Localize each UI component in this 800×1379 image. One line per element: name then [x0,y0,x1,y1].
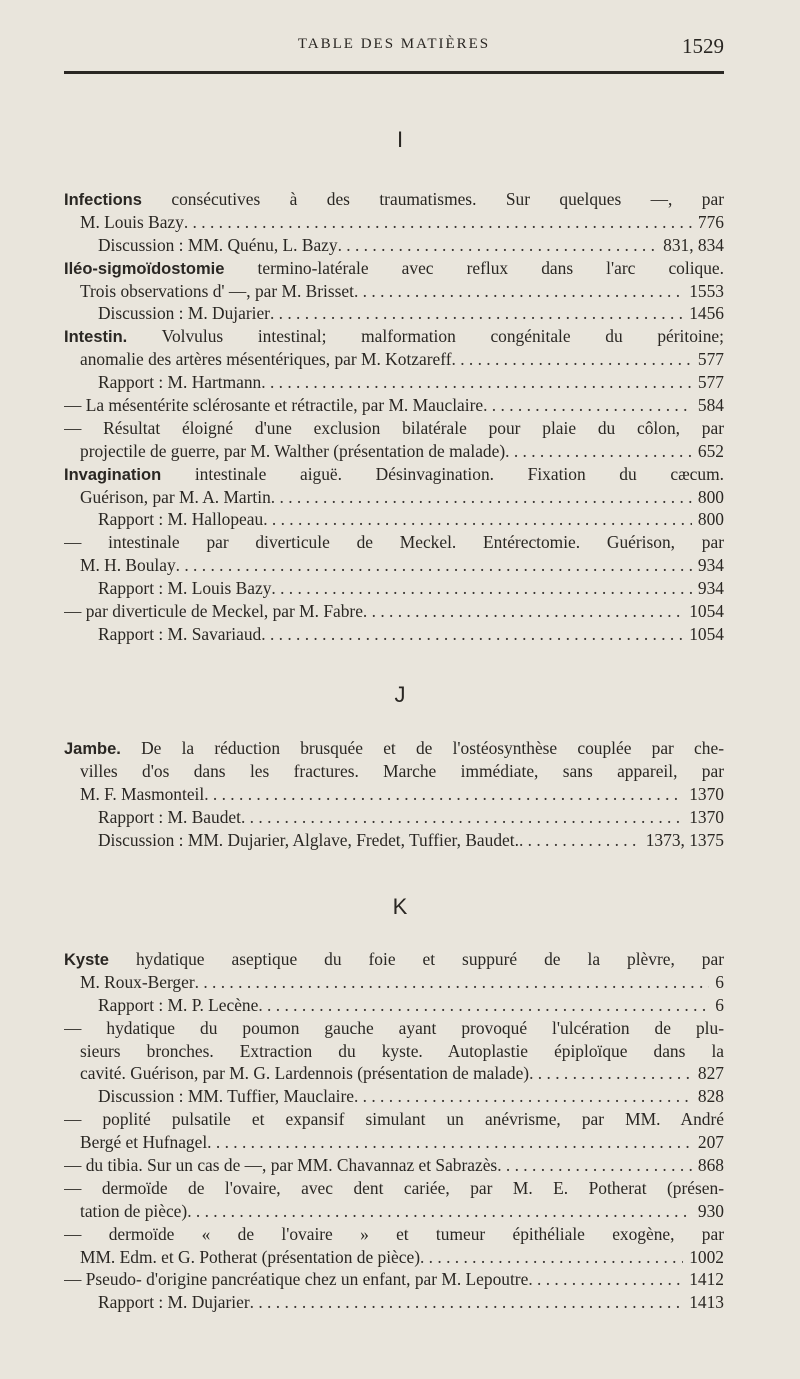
index-entry-line [64,486,724,509]
entry-text: Rapport : M. Baudet [98,806,241,827]
entry-page-number: 6 [715,994,724,1015]
dot-leader [195,971,710,994]
dot-leader [270,302,683,325]
index-entry-line [64,1017,724,1040]
index-entry-line [64,1131,724,1154]
section-entries-j [64,737,724,851]
entry-heading: Jambe. [64,740,121,758]
dot-leader [241,806,683,829]
dot-leader [187,1200,692,1223]
entry-heading: Kyste [64,951,109,969]
entry-text: Trois observations d' —, par M. Brisset [80,280,354,301]
index-entry-line [64,417,724,440]
dot-leader [338,234,658,257]
entry-page-number: 934 [697,578,724,599]
entry-text: — poplité pulsatile et expansif simulant un anévrisme, par MM. André [64,1109,724,1130]
entry-heading: Infections [64,191,142,209]
dot-leader [204,783,683,806]
index-entry-line [64,577,724,600]
dot-leader [184,211,692,234]
entry-heading: Iléo-sigmoïdostomie [64,259,225,278]
dot-leader [263,508,692,531]
dot-leader [505,440,692,463]
entry-text: M. Louis Bazy [80,211,184,232]
entry-text: anomalie des artères mésentériques, par M. Kotzareff [80,349,452,370]
entry-text: Rapport : M. P. Lecène [98,994,259,1015]
entry-text: Bergé et Hufnagel [80,1132,208,1153]
dot-leader [354,280,683,303]
dot-leader [420,1246,683,1269]
entry-text: consécutives à des traumatismes. Sur quelques —, par [171,189,724,209]
entry-page-number: 1054 [689,601,724,622]
dot-leader [207,1131,692,1154]
dot-leader [176,554,692,577]
index-entry-line [64,554,724,577]
index-entry-line [64,1040,724,1063]
index-entry-line [64,531,724,554]
index-entry-line [64,325,724,348]
entry-text: M. H. Boulay [80,555,176,576]
index-entry-line [64,211,724,234]
index-entry-line [64,760,724,783]
page-number: 1529 [682,34,724,58]
index-entry-line [64,508,724,531]
entry-page-number: 1370 [689,806,724,827]
entry-page-number: 1002 [689,1246,724,1267]
entry-text: — Résultat éloigné d'une exclusion bilatérale pour plaie du côlon, par [64,417,724,438]
index-entry-line [64,280,724,303]
entry-text: M. Roux-Berger [80,971,195,992]
index-entry-line [64,1177,724,1200]
index-entry-line [64,371,724,394]
index-entry-line [64,994,724,1017]
entry-text: M. F. Masmonteil [80,783,205,804]
index-entry-line [64,1223,724,1246]
index-entry-line [64,600,724,623]
entry-text: sieurs bronches. Extraction du kyste. Autoplastie épiploïque dans la [80,1040,724,1061]
entry-page-number: 930 [697,1200,724,1221]
dot-leader [250,1291,684,1314]
index-entry-line [64,1291,724,1314]
index-entry-line [64,302,724,325]
index-entry-line [64,948,724,971]
dot-leader [529,1062,692,1085]
index-entry-line [64,348,724,371]
entry-page-number: 584 [697,395,724,416]
entry-page-number: 577 [697,372,724,393]
dot-leader [261,623,683,646]
entry-page-number: 652 [697,440,724,461]
index-entry-line [64,463,724,486]
entry-page-number: 577 [697,349,724,370]
entry-text: Discussion : MM. Quénu, L. Bazy [98,234,338,255]
page-header [64,34,724,60]
entry-text: — du tibia. Sur un cas de —, par MM. Chavannaz et Sabrazès [64,1155,498,1176]
entry-page-number: 6 [715,971,724,992]
entry-text: Volvulus intestinal; malformation congénitale du péritoine; [161,326,724,347]
entry-text: — par diverticule de Meckel, par M. Fabre [64,601,363,622]
entry-heading: Intestin. [64,328,128,347]
dot-leader [271,577,692,600]
entry-text: — hydatique du poumon gauche ayant provoqué l'ulcération de plu- [64,1017,724,1038]
index-entry-line [64,829,724,852]
dot-leader [271,486,692,509]
dot-leader [483,394,692,417]
index-entry-line [64,1062,724,1085]
section-letter-k: K [392,894,408,919]
entry-text: tation de pièce) [80,1200,188,1221]
index-entry-line [64,623,724,646]
entry-page-number: 831, 834 [663,234,724,255]
dot-leader [497,1154,692,1177]
running-title: TABLE DES MATIÈRES [297,36,491,52]
entry-page-number: 1373, 1375 [645,829,724,850]
index-entry-line [64,188,724,211]
entry-text: Guérison, par M. A. Martin [80,486,271,507]
entry-page-number: 1370 [689,783,724,804]
dot-leader [528,1268,683,1291]
entry-text: cavité. Guérison, par M. G. Lardennois (présentation de malade) [80,1063,530,1084]
entry-text: Rapport : M. Savariaud [98,623,262,644]
section-letter-i: I [396,127,404,152]
section-entries-i [64,188,724,646]
entry-page-number: 1412 [689,1269,724,1290]
entry-text: — Pseudo- d'origine pancréatique chez un enfant, par M. Lepoutre [64,1269,529,1290]
index-entry-line [64,257,724,280]
entry-page-number: 800 [697,486,724,507]
entry-page-number: 827 [697,1063,724,1084]
entry-page-number: 934 [697,555,724,576]
entry-text: Discussion : MM. Dujarier, Alglave, Fredet, Tuffier, Baudet. [98,829,519,850]
entry-text: Rapport : M. Louis Bazy [98,578,272,599]
entry-page-number: 800 [697,509,724,530]
entry-text: — La mésentérite sclérosante et rétractile, par M. Mauclaire [64,395,484,416]
entry-text: Rapport : M. Hartmann [98,372,262,393]
entry-text: — dermoïde de l'ovaire, avec dent cariée, par M. E. Potherat (présen- [64,1177,724,1198]
entry-text: intestinale aiguë. Désinvagination. Fixation du cæcum. [194,463,724,484]
entry-heading: Invagination [64,465,162,484]
dot-leader [261,371,692,394]
entry-text: Discussion : M. Dujarier [98,303,270,324]
index-entry-line [64,1268,724,1291]
entry-text: termino-latérale avec reflux dans l'arc colique. [257,257,724,278]
dot-leader [452,348,692,371]
dot-leader [363,600,683,623]
entry-text: — dermoïde « de l'ovaire » et tumeur épithéliale exogène, par [64,1223,724,1244]
entry-page-number: 1456 [689,303,724,324]
index-entry-line [64,783,724,806]
entry-page-number: 1553 [689,280,724,301]
index-entry-line [64,394,724,417]
dot-leader [519,829,640,852]
index-entry-line [64,1085,724,1108]
index-entry-line [64,1246,724,1269]
index-entry-line [64,806,724,829]
section-letter-j: J [394,682,406,707]
dot-leader [258,994,709,1017]
index-entry-line [64,737,724,760]
entry-text: — intestinale par diverticule de Meckel. Entérectomie. Guérison, par [64,532,724,553]
index-entry-line [64,1154,724,1177]
entry-page-number: 828 [697,1086,724,1107]
entry-page-number: 207 [697,1132,724,1153]
index-entry-line [64,971,724,994]
entry-text: projectile de guerre, par M. Walther (présentation de malade) [80,440,506,461]
index-entry-line [64,1108,724,1131]
section-entries-k [64,948,724,1314]
header-rule [64,71,724,74]
entry-page-number: 776 [697,211,724,232]
index-entry-line [64,1200,724,1223]
entry-page-number: 1413 [689,1292,724,1313]
index-entry-line [64,440,724,463]
entry-text: Discussion : MM. Tuffier, Mauclaire [98,1086,354,1107]
dot-leader [354,1085,692,1108]
entry-page-number: 868 [697,1155,724,1176]
entry-text: De la réduction brusquée et de l'ostéosynthèse couplée par che- [141,738,724,758]
entry-page-number: 1054 [689,623,724,644]
entry-text: MM. Edm. et G. Potherat (présentation de pièce) [80,1246,420,1267]
entry-text: Rapport : M. Hallopeau [98,509,264,530]
entry-text: villes d'os dans les fractures. Marche immédiate, sans appareil, par [80,760,724,781]
index-entry-line [64,234,724,257]
entry-text: hydatique aseptique du foie et suppuré de la plèvre, par [135,949,724,969]
entry-text: Rapport : M. Dujarier [98,1292,250,1313]
